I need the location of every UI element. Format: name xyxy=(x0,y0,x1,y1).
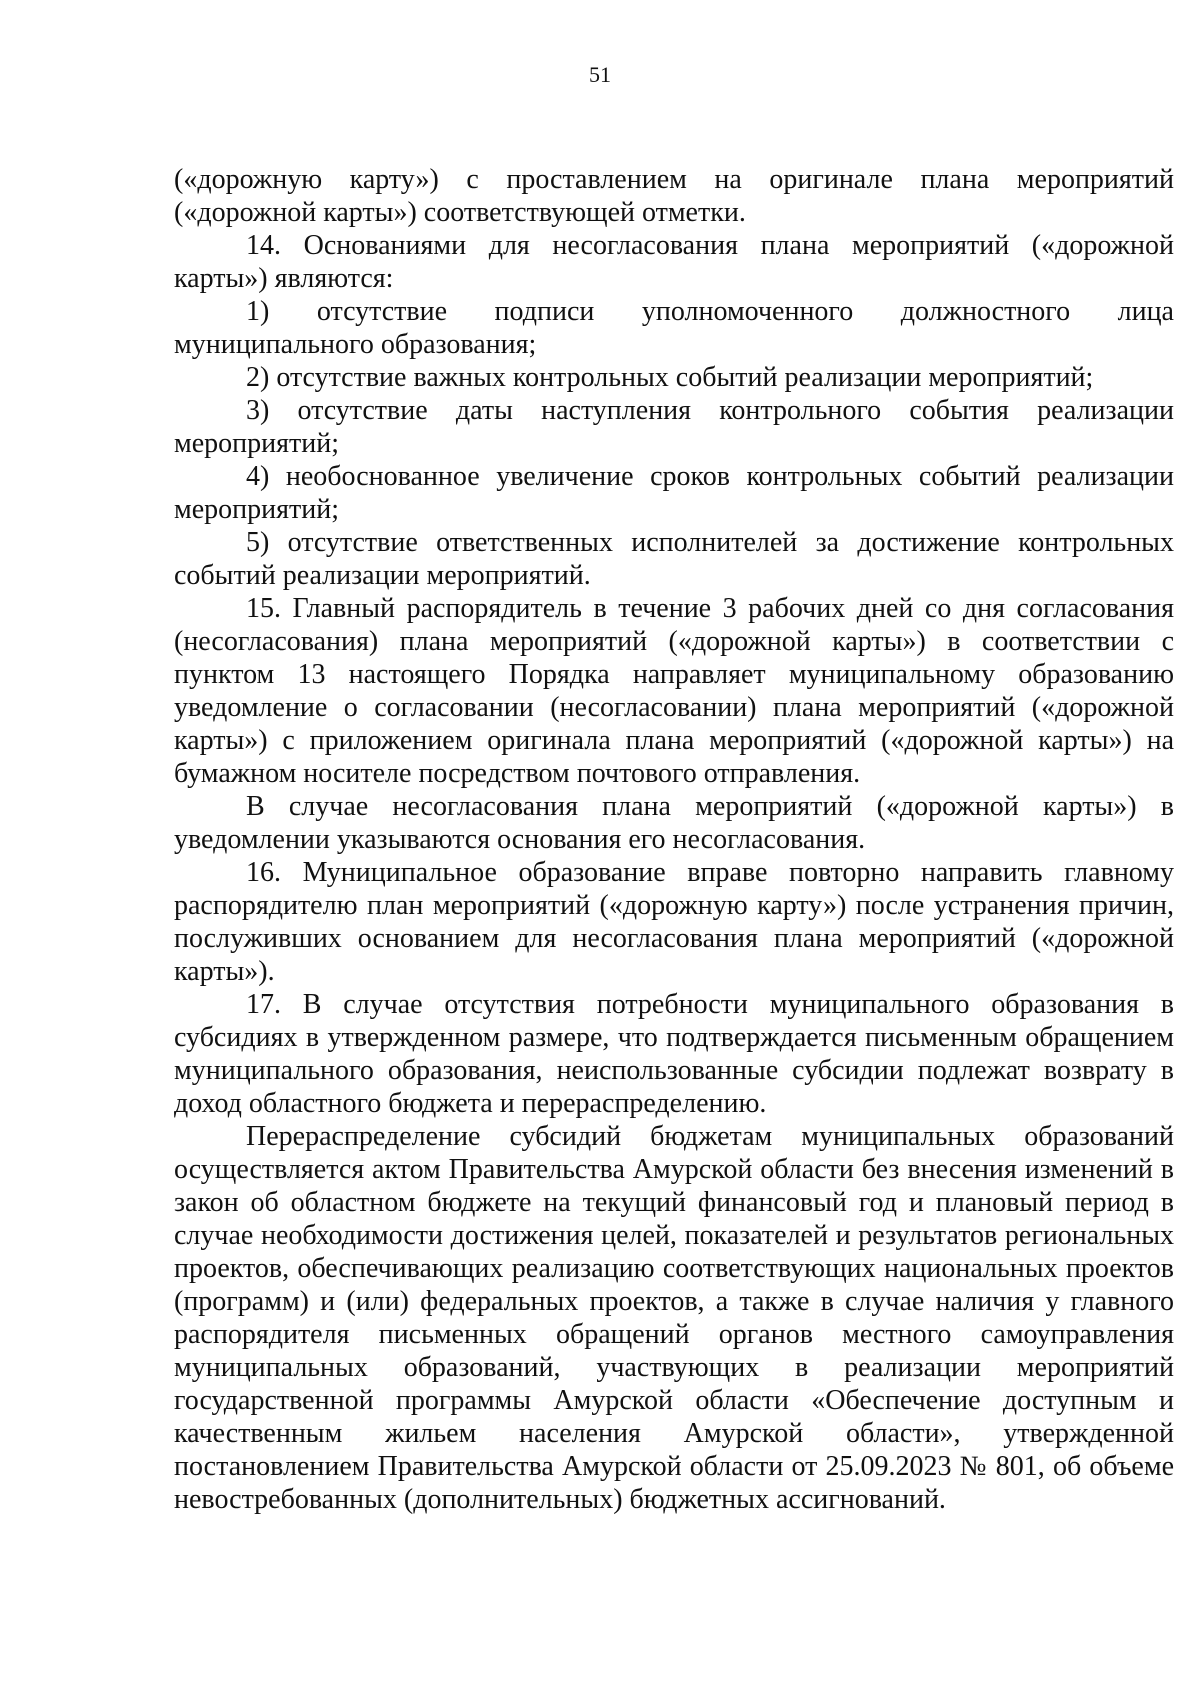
page-number: 51 xyxy=(589,62,611,87)
list-item-3: 3) отсутствие даты наступления контрольного события реализации мероприятий; xyxy=(174,395,1174,459)
paragraph-item-15-note: В случае несогласования плана мероприятий («дорожной карты») в уведомлении указываются основания его несогласования. xyxy=(174,791,1174,855)
paragraph-item-17: 17. В случае отсутствия потребности муниципального образования в субсидиях в утвержденном размере, что подтверждается письменным обращением муниципального образования, неиспользованные субсидии подлежат возврату в доход областного бюджета и перераспределению. xyxy=(174,989,1174,1119)
paragraph-redistribution: Перераспределение субсидий бюджетам муниципальных образований осуществляется актом Правительства Амурской области без внесения изменений в закон об областном бюджете на текущий финансовый год и плановый период в случае необходимости достижения целей, показателей и результатов региональных проектов, обеспечивающих реализацию соответствующих национальных проектов (программ) и (или) федеральных проектов, а также в случае наличия у главного распорядителя письменных обращений органов местного самоуправления муниципальных образований, участвующих в реализации мероприятий государственной программы Амурской области «Обеспечение доступным и качественным жильем населения Амурской области», утвержденной постановлением Правительства Амурской области от 25.09.2023 № 801, об объеме невостребованных (дополнительных) бюджетных ассигнований. xyxy=(174,1121,1174,1515)
paragraph-item-14: 14. Основаниями для несогласования плана мероприятий («дорожной карты») являются: xyxy=(174,230,1174,294)
paragraph-continuation: («дорожную карту») с проставлением на оригинале плана мероприятий («дорожной карты») соответствующей отметки. xyxy=(174,164,1174,228)
list-item-1: 1) отсутствие подписи уполномоченного должностного лица муниципального образования; xyxy=(174,296,1174,360)
paragraph-item-15: 15. Главный распорядитель в течение 3 рабочих дней со дня согласования (несогласования) плана мероприятий («дорожной карты») в соответствии с пунктом 13 настоящего Порядка направляет муниципальному образованию уведомление о согласовании (несогласовании) плана мероприятий («дорожной карты») с приложением оригинала плана мероприятий («дорожной карты») на бумажном носителе посредством почтового отправления. xyxy=(174,593,1174,789)
document-body xyxy=(174,163,1174,1516)
paragraph-item-16: 16. Муниципальное образование вправе повторно направить главному распорядителю план мероприятий («дорожную карту») после устранения причин, послуживших основанием для несогласования плана мероприятий («дорожной карты»). xyxy=(174,857,1174,987)
list-item-5: 5) отсутствие ответственных исполнителей за достижение контрольных событий реализации мероприятий. xyxy=(174,527,1174,591)
list-item-2: 2) отсутствие важных контрольных событий реализации мероприятий; xyxy=(246,362,1094,393)
list-item-4: 4) необоснованное увеличение сроков контрольных событий реализации мероприятий; xyxy=(174,461,1174,525)
